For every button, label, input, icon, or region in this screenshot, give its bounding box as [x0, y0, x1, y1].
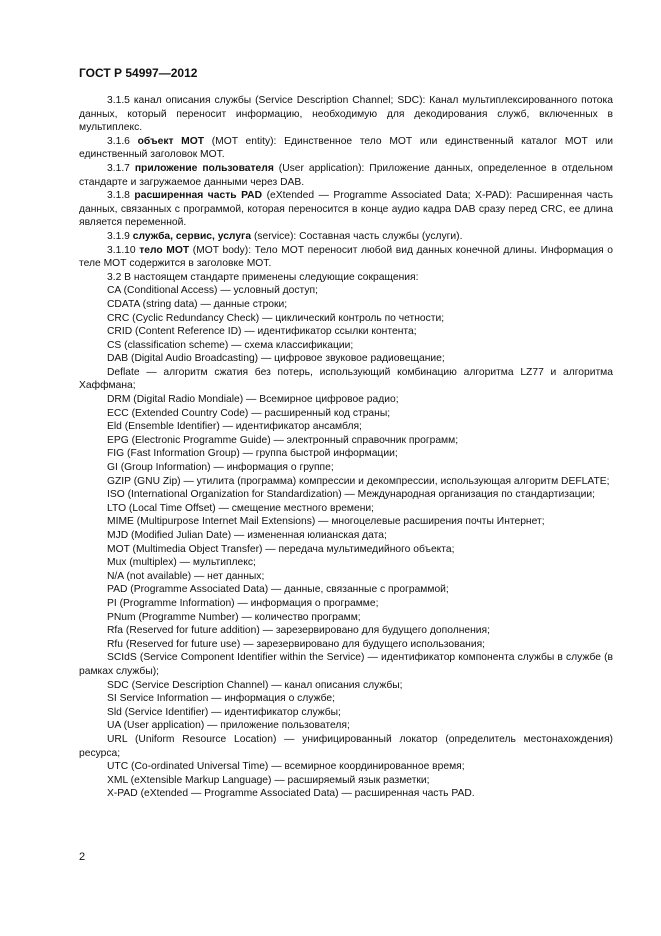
- definition-term: тело МОТ: [139, 244, 190, 256]
- abbreviations-list: [79, 284, 613, 801]
- abbreviation-item: PAD (Programme Associated Data) — данные, связанные с программой;: [107, 584, 449, 596]
- abbreviation-item: CA (Conditional Access) — условный доступ;: [107, 285, 318, 297]
- abbreviations-intro: 3.2 В настоящем стандарте применены следующие сокращения:: [107, 271, 419, 283]
- page-number: 2: [79, 851, 86, 863]
- abbreviation-item: CRID (Content Reference ID) — идентификатор ссылки контента;: [107, 326, 417, 338]
- definition-text: (User application): Приложение данных, определенное в отдельном стандарте и загружаемое данными через DAB.: [79, 162, 613, 188]
- definition-paragraph: [79, 135, 613, 162]
- abbreviation-item: GZIP (GNU Zip) — утилита (программа) компрессии и декомпрессии, использующая алгоритм DEFLATE;: [107, 475, 610, 487]
- definition-number: 3.1.7: [107, 162, 130, 174]
- definition-term: расширенная часть PAD: [134, 190, 263, 202]
- abbreviation-item: ISO (International Organization for Standardization) — Международная организация по стандартизации;: [107, 489, 595, 501]
- abbreviation-item: CS (classification scheme) — схема классификации;: [107, 339, 354, 351]
- abbreviation-item: MJD (Modified Julian Date) — измененная юлианская дата;: [107, 530, 387, 541]
- abbreviation-item: PI (Programme Information) — информация о программе;: [107, 597, 379, 609]
- definition-paragraph: [79, 230, 613, 244]
- definition-text: (service): Составная часть службы (услуги).: [253, 230, 463, 242]
- definition-text: (eXtended — Programme Associated Data; X-PAD): Расширенная часть данных, связанных с программой, которая переносится в конце аудио кадра DAB сразу перед CRC, ее длина является переменной.: [79, 190, 613, 229]
- definition-number: 3.1.8: [107, 190, 130, 202]
- abbreviation-item: ECC (Extended Country Code) — расширенный код страны;: [107, 407, 391, 419]
- abbreviation-item: SDC (Service Description Channel) — канал описания службы;: [107, 679, 403, 691]
- abbreviation-item: MOT (Multimedia Object Transfer) — передача мультимедийного объекта;: [107, 543, 455, 555]
- definition-text: канал описания службы (Service Description Channel; SDC): Канал мультиплексированного потока данных, который переносит информацию, необходимую для декодирования служб, включенных в мультиплекс.: [79, 95, 613, 134]
- abbreviation-item: URL (Uniform Resource Location) — унифицированный локатор (определитель местонахождения) ресурса;: [79, 733, 613, 759]
- abbreviation-item: Rfu (Reserved for future use) — зарезервировано для будущего использования;: [107, 638, 486, 650]
- abbreviation-item: UA (User application) — приложение пользователя;: [107, 720, 350, 732]
- definition-term: приложение пользователя: [134, 162, 274, 174]
- abbreviation-item: Rfa (Reserved for future addition) — зарезервировано для будущего дополнения;: [107, 625, 490, 637]
- definition-number: 3.1.5: [107, 95, 130, 106]
- document-body: [79, 94, 613, 801]
- abbreviation-item: CRC (Cyclic Redundancy Check) — циклический контроль по четности;: [107, 312, 445, 324]
- definition-paragraph: [79, 244, 613, 271]
- definition-term: служба, сервис, услуга: [132, 230, 252, 242]
- abbreviation-item: Deflate — алгоритм сжатия без потерь, использующий комбинацию алгоритма LZ77 и алгоритма Хаффмана;: [79, 366, 613, 392]
- abbreviation-item: EPG (Electronic Programme Guide) — электронный справочник программ;: [107, 434, 459, 446]
- definition-paragraph: [79, 94, 613, 135]
- abbreviation-item: PNum (Programme Number) — количество программ;: [107, 611, 361, 623]
- definition-term: объект МОТ: [137, 135, 205, 147]
- abbreviation-item: CDATA (string data) — данные строки;: [107, 298, 288, 310]
- abbreviation-item: UTC (Co-ordinated Universal Time) — всемирное координированное время;: [107, 761, 465, 773]
- abbreviation-item: SI Service Information — информация о службе;: [107, 693, 335, 705]
- definition-text: (MOT body): Тело МОТ переносит любой вид данных конечной длины. Информация о теле МОТ содержится в заголовке МОТ.: [79, 244, 613, 270]
- document-header: ГОСТ Р 54997—2012: [79, 66, 198, 80]
- abbreviation-item: XML (eXtensible Markup Language) — расширяемый язык разметки;: [107, 774, 430, 786]
- abbreviation-item: FIG (Fast Information Group) — группа быстрой информации;: [107, 448, 398, 460]
- abbreviation-item: SCIdS (Service Component Identifier within the Service) — идентификатор компонента службы в службе (в рамках службы);: [79, 652, 613, 677]
- abbreviation-item: N/A (not available) — нет данных;: [107, 570, 265, 582]
- abbreviation-item: MIME (Multipurpose Internet Mail Extensions) — многоцелевые расширения почты Интернет;: [107, 516, 545, 528]
- definition-number: 3.1.6: [107, 135, 130, 147]
- abbreviation-item: DAB (Digital Audio Broadcasting) — цифровое звуковое радиовещание;: [107, 353, 445, 365]
- abbreviation-item: DRM (Digital Radio Mondiale) — Всемирное цифровое радио;: [107, 394, 399, 406]
- abbreviation-item: GI (Group Information) — информация о группе;: [107, 462, 334, 474]
- definitions-section: [79, 94, 613, 271]
- abbreviation-item: Mux (multiplex) — мультиплекс;: [107, 557, 256, 569]
- abbreviation-item: Eld (Ensemble Identifier) — идентификатор ансамбля;: [107, 421, 362, 433]
- definition-paragraph: [79, 162, 613, 189]
- definition-number: 3.1.10: [107, 244, 136, 256]
- definition-number: 3.1.9: [107, 230, 130, 242]
- abbreviation-item: LTO (Local Time Offset) — смещение местного времени;: [107, 502, 375, 514]
- abbreviation-item: Sld (Service Identifier) — идентификатор службы;: [107, 706, 341, 718]
- definition-text: (MOT entity): Единственное тело МОТ или единственный каталог МОТ или единственный заголовок МОТ.: [79, 135, 613, 161]
- abbreviation-item: X-PAD (eXtended — Programme Associated Data) — расширенная часть PAD.: [107, 788, 475, 800]
- definition-paragraph: [79, 189, 613, 230]
